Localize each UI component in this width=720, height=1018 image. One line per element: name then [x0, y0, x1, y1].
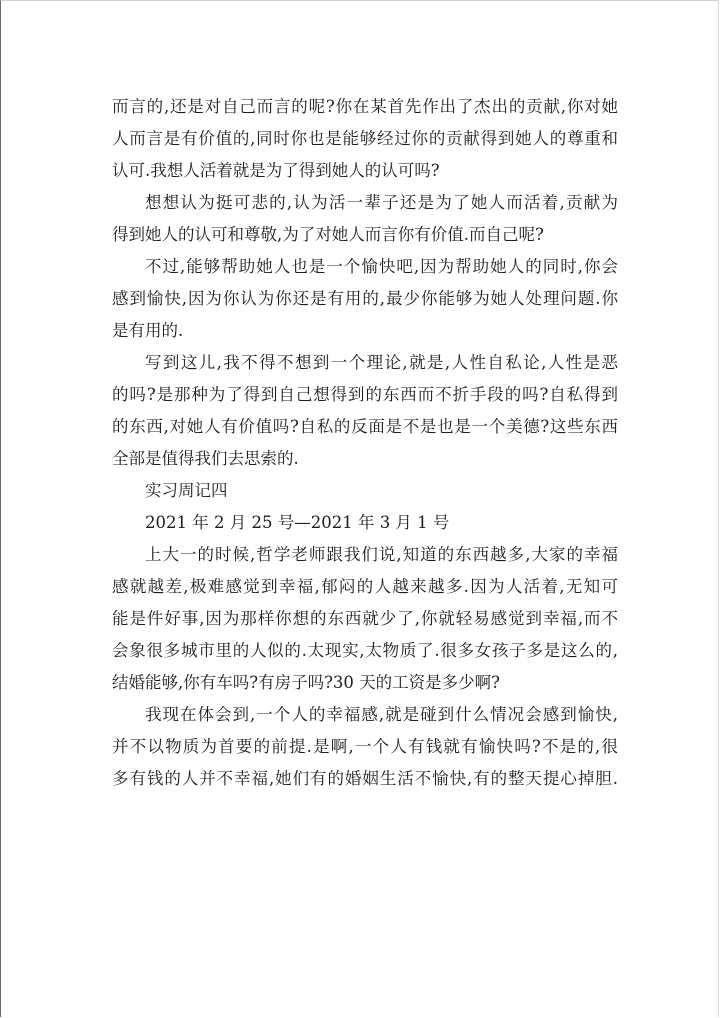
text-line: 会象很多城市里的人似的.太现实,太物质了.很多女孩子多是这么的,: [112, 641, 618, 660]
text-line: 能是件好事,因为那样你想的东西就少了,你就轻易感觉到幸福,而不: [112, 609, 618, 628]
text-line: 人而言是有价值的,同时你也是能够经过你的贡献得到她人的尊重和: [112, 129, 618, 148]
text-line: 我现在体会到,一个人的幸福感,就是碰到什么情况会感到愉快,: [145, 705, 618, 724]
text-line: 全部是值得我们去思索的.: [112, 449, 299, 468]
text-line: 的东西,对她人有价值吗?自私的反面是不是也是一个美德?这些东西: [112, 417, 618, 436]
text-line: 而言的,还是对自己而言的呢?你在某首先作出了杰出的贡献,你对她: [112, 97, 618, 116]
text-line: 结婚能够,你有车吗?有房子吗?30 天的工资是多少啊?: [112, 673, 501, 692]
text-line: 2021 年 2 月 25 号—2021 年 3 月 1 号: [145, 513, 450, 532]
text-line: 并不以物质为首要的前提.是啊,一个人有钱就有愉快吗?不是的,很: [112, 737, 618, 756]
text-line: 感就越差,极难感觉到幸福,郁闷的人越来越多.因为人活着,无知可: [112, 577, 618, 596]
text-line: 是有用的.: [112, 321, 184, 340]
text-line: 多有钱的人并不幸福,她们有的婚姻生活不愉快,有的整天提心掉胆.: [112, 769, 618, 788]
text-line: 实习周记四: [145, 481, 228, 500]
text-line: 不过,能够帮助她人也是一个愉快吧,因为帮助她人的同时,你会: [145, 257, 618, 276]
text-line: 的吗?是那种为了得到自己想得到的东西而不折手段的吗?自私得到: [112, 385, 618, 404]
text-line: 上大一的时候,哲学老师跟我们说,知道的东西越多,大家的幸福: [145, 545, 618, 564]
text-line: 认可.我想人活着就是为了得到她人的认可吗?: [112, 161, 440, 180]
text-line: 得到她人的认可和尊敬,为了对她人而言你有价值.而自己呢?: [112, 225, 544, 244]
text-line: 写到这儿,我不得不想到一个理论,就是,人性自私论,人性是恶: [145, 353, 618, 372]
text-line: 感到愉快,因为你认为你还是有用的,最少你能够为她人处理问题.你: [112, 289, 618, 308]
document-body: [112, 91, 618, 795]
text-line: 想想认为挺可悲的,认为活一辈子还是为了她人而活着,贡献为: [145, 193, 618, 212]
